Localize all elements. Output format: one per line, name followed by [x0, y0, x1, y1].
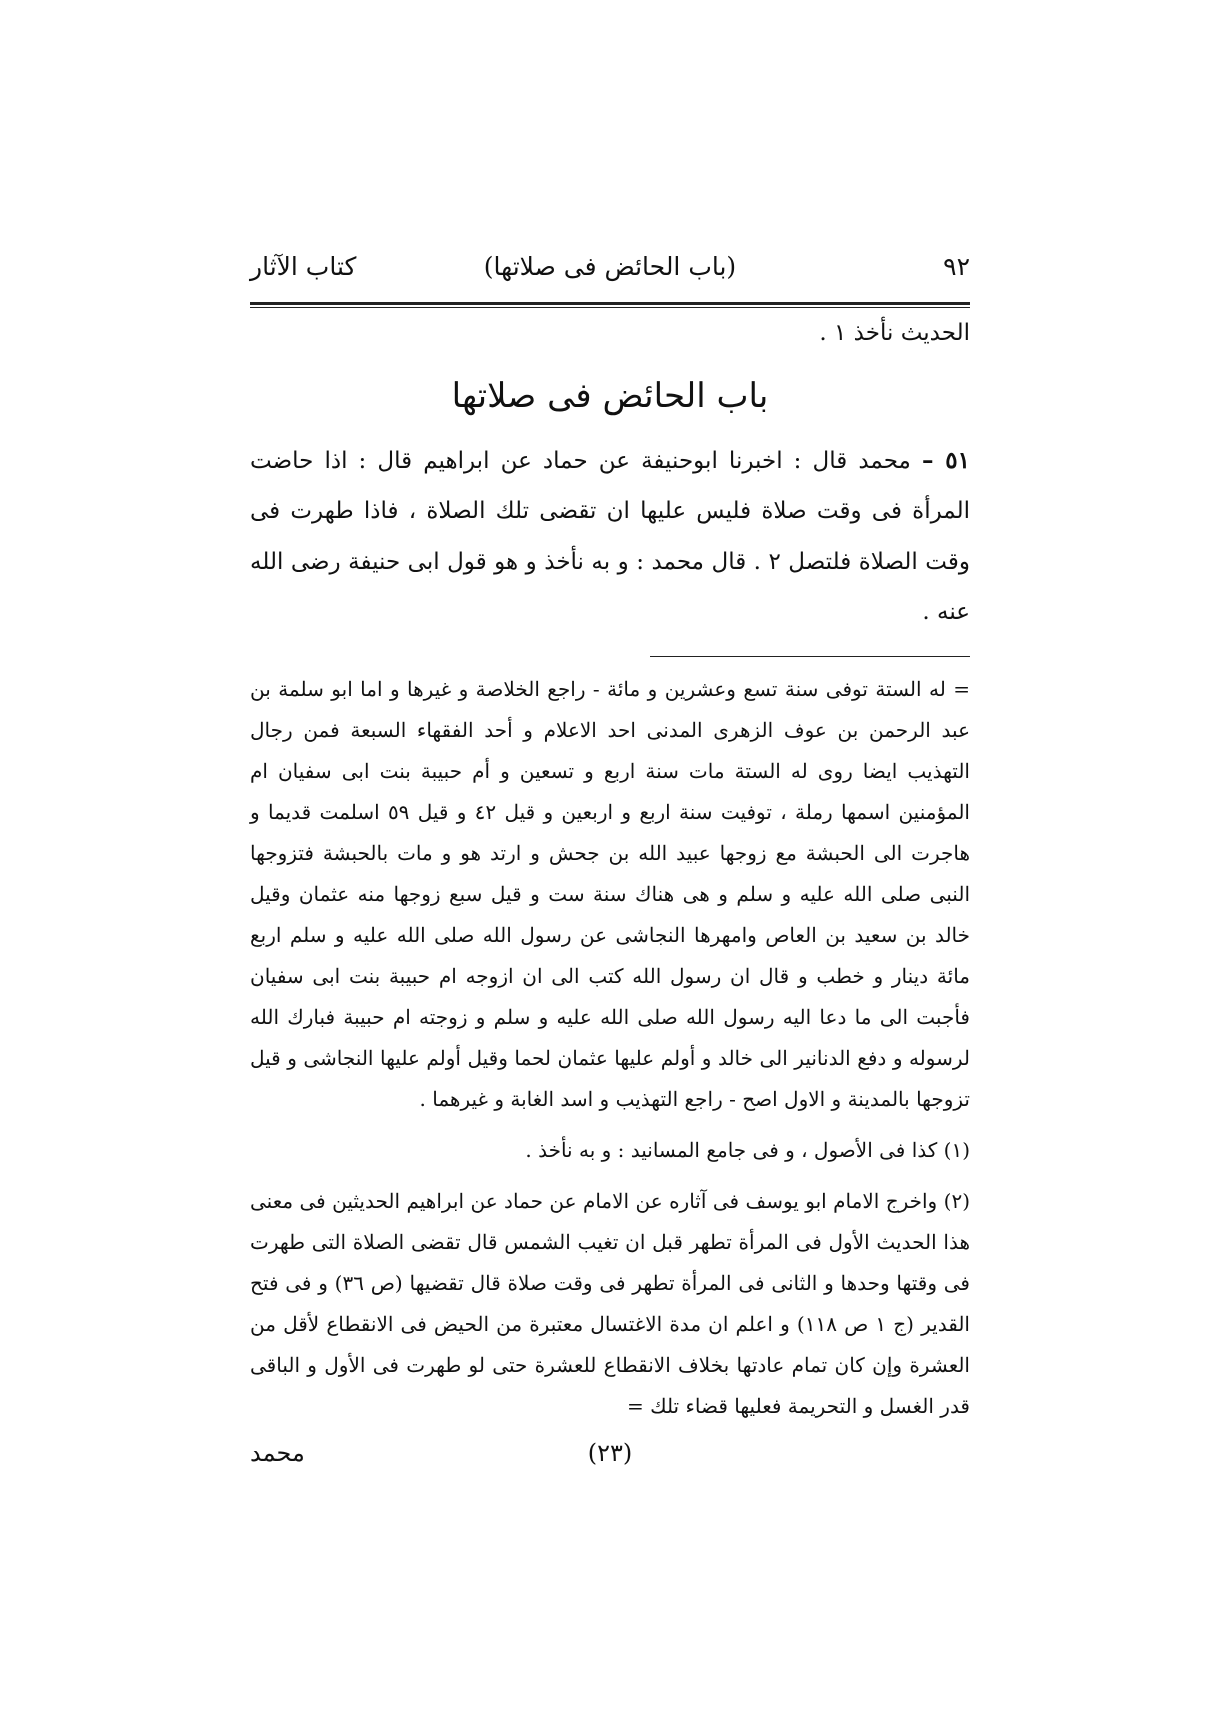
header-rule: [250, 302, 970, 308]
document-page: [250, 250, 970, 1479]
sheet-number: (٢٣): [587, 1439, 633, 1468]
book-title: کتاب الآثار: [250, 252, 357, 281]
footnote-rule: [650, 656, 970, 657]
running-chapter-title: (باب الحائض فی صلاتها): [483, 252, 737, 281]
page-number: ٩٢: [943, 252, 970, 281]
running-head: [250, 250, 970, 292]
hadith-number: ٥١ –: [921, 446, 970, 474]
chapter-title: باب الحائض فی صلاتها: [451, 375, 769, 416]
footer-signature: محمد: [250, 1439, 305, 1468]
footnotes: [250, 669, 970, 1427]
hadith-paragraph: [250, 436, 970, 638]
hadith-text: محمد قال : اخبرنا ابوحنيفة عن حماد عن ابراهيم قال : اذا حاضت المرأة فی وقت صلاة فليس عليها ان تقضی تلك الصلاة ، فاذا طهرت فی وقت الصلاة فلتصل ٢ . قال محمد : و به نأخذ و هو قول ابی حنيفة رضی الله عنه .: [250, 447, 970, 626]
footnote-continuation: = له الستة توفی سنة تسع وعشرين و مائة - راجع الخلاصة و غيرها و اما ابو سلمة بن عبد الرحمن بن عوف الزهری المدنی احد الاعلام و أحد الفقهاء السبعة فمن رجال التهذيب ايضا روی له الستة مات سنة اربع و تسعين و أم حبيبة بنت ابی سفيان ام المؤمنين اسمها رملة ، توفيت سنة اربع و اربعين و قيل ٤٢ و قيل ٥٩ اسلمت قديما و هاجرت الی الحبشة مع زوجها عبيد الله بن جحش و ارتد هو و مات بالحبشة فتزوجها النبی صلی الله عليه و سلم و هی هناك سنة ست و قيل سبع زوجها منه عثمان وقيل خالد بن سعيد بن العاص وامهرها النجاشی عن رسول الله صلی الله عليه و سلم اربع مائة دينار و خطب و قال ان رسول الله كتب الی ان ازوجه ام حبيبة بنت ابی سفيان فأجبت الی ما دعا اليه رسول الله صلی الله عليه و سلم و زوجته ام حبيبة فبارك الله لرسوله و دفع الدنانير الی خالد و أولم عليها عثمان لحما وقيل أولم عليها النجاشی و قيل تزوجها بالمدينة و الاول اصح - راجع التهذيب و اسد الغابة و غيرهما .: [250, 677, 970, 1112]
footnote-2: (٢) واخرج الامام ابو يوسف فی آثاره عن الامام عن حماد عن ابراهيم الحديثين فی معنی هذا الحديث الأول فی المرأة تطهر قبل ان تغيب الشمس قال تقضی الصلاة التی طهرت فی وقتها وحدها و الثانی فی المرأة تطهر فی وقت صلاة قال تقضيها (ص ٣٦) و فی فتح القدير (ج ١ ص ١١٨) و اعلم ان مدة الاغتسال معتبرة من الحيض فی الانقطاع لأقل من العشرة وإن كان تمام عادتها بخلاف الانقطاع للعشرة حتی لو طهرت فی الأول و الباقی قدر الغسل و التحريمة فعليها قضاء تلك =: [250, 1189, 970, 1419]
page-footer: [250, 1439, 970, 1479]
intro-line: الحديث نأخذ ١ .: [819, 320, 970, 346]
footnote-1: (١) كذا فی الأصول ، و فی جامع المسانيد : و به نأخذ .: [525, 1138, 970, 1163]
